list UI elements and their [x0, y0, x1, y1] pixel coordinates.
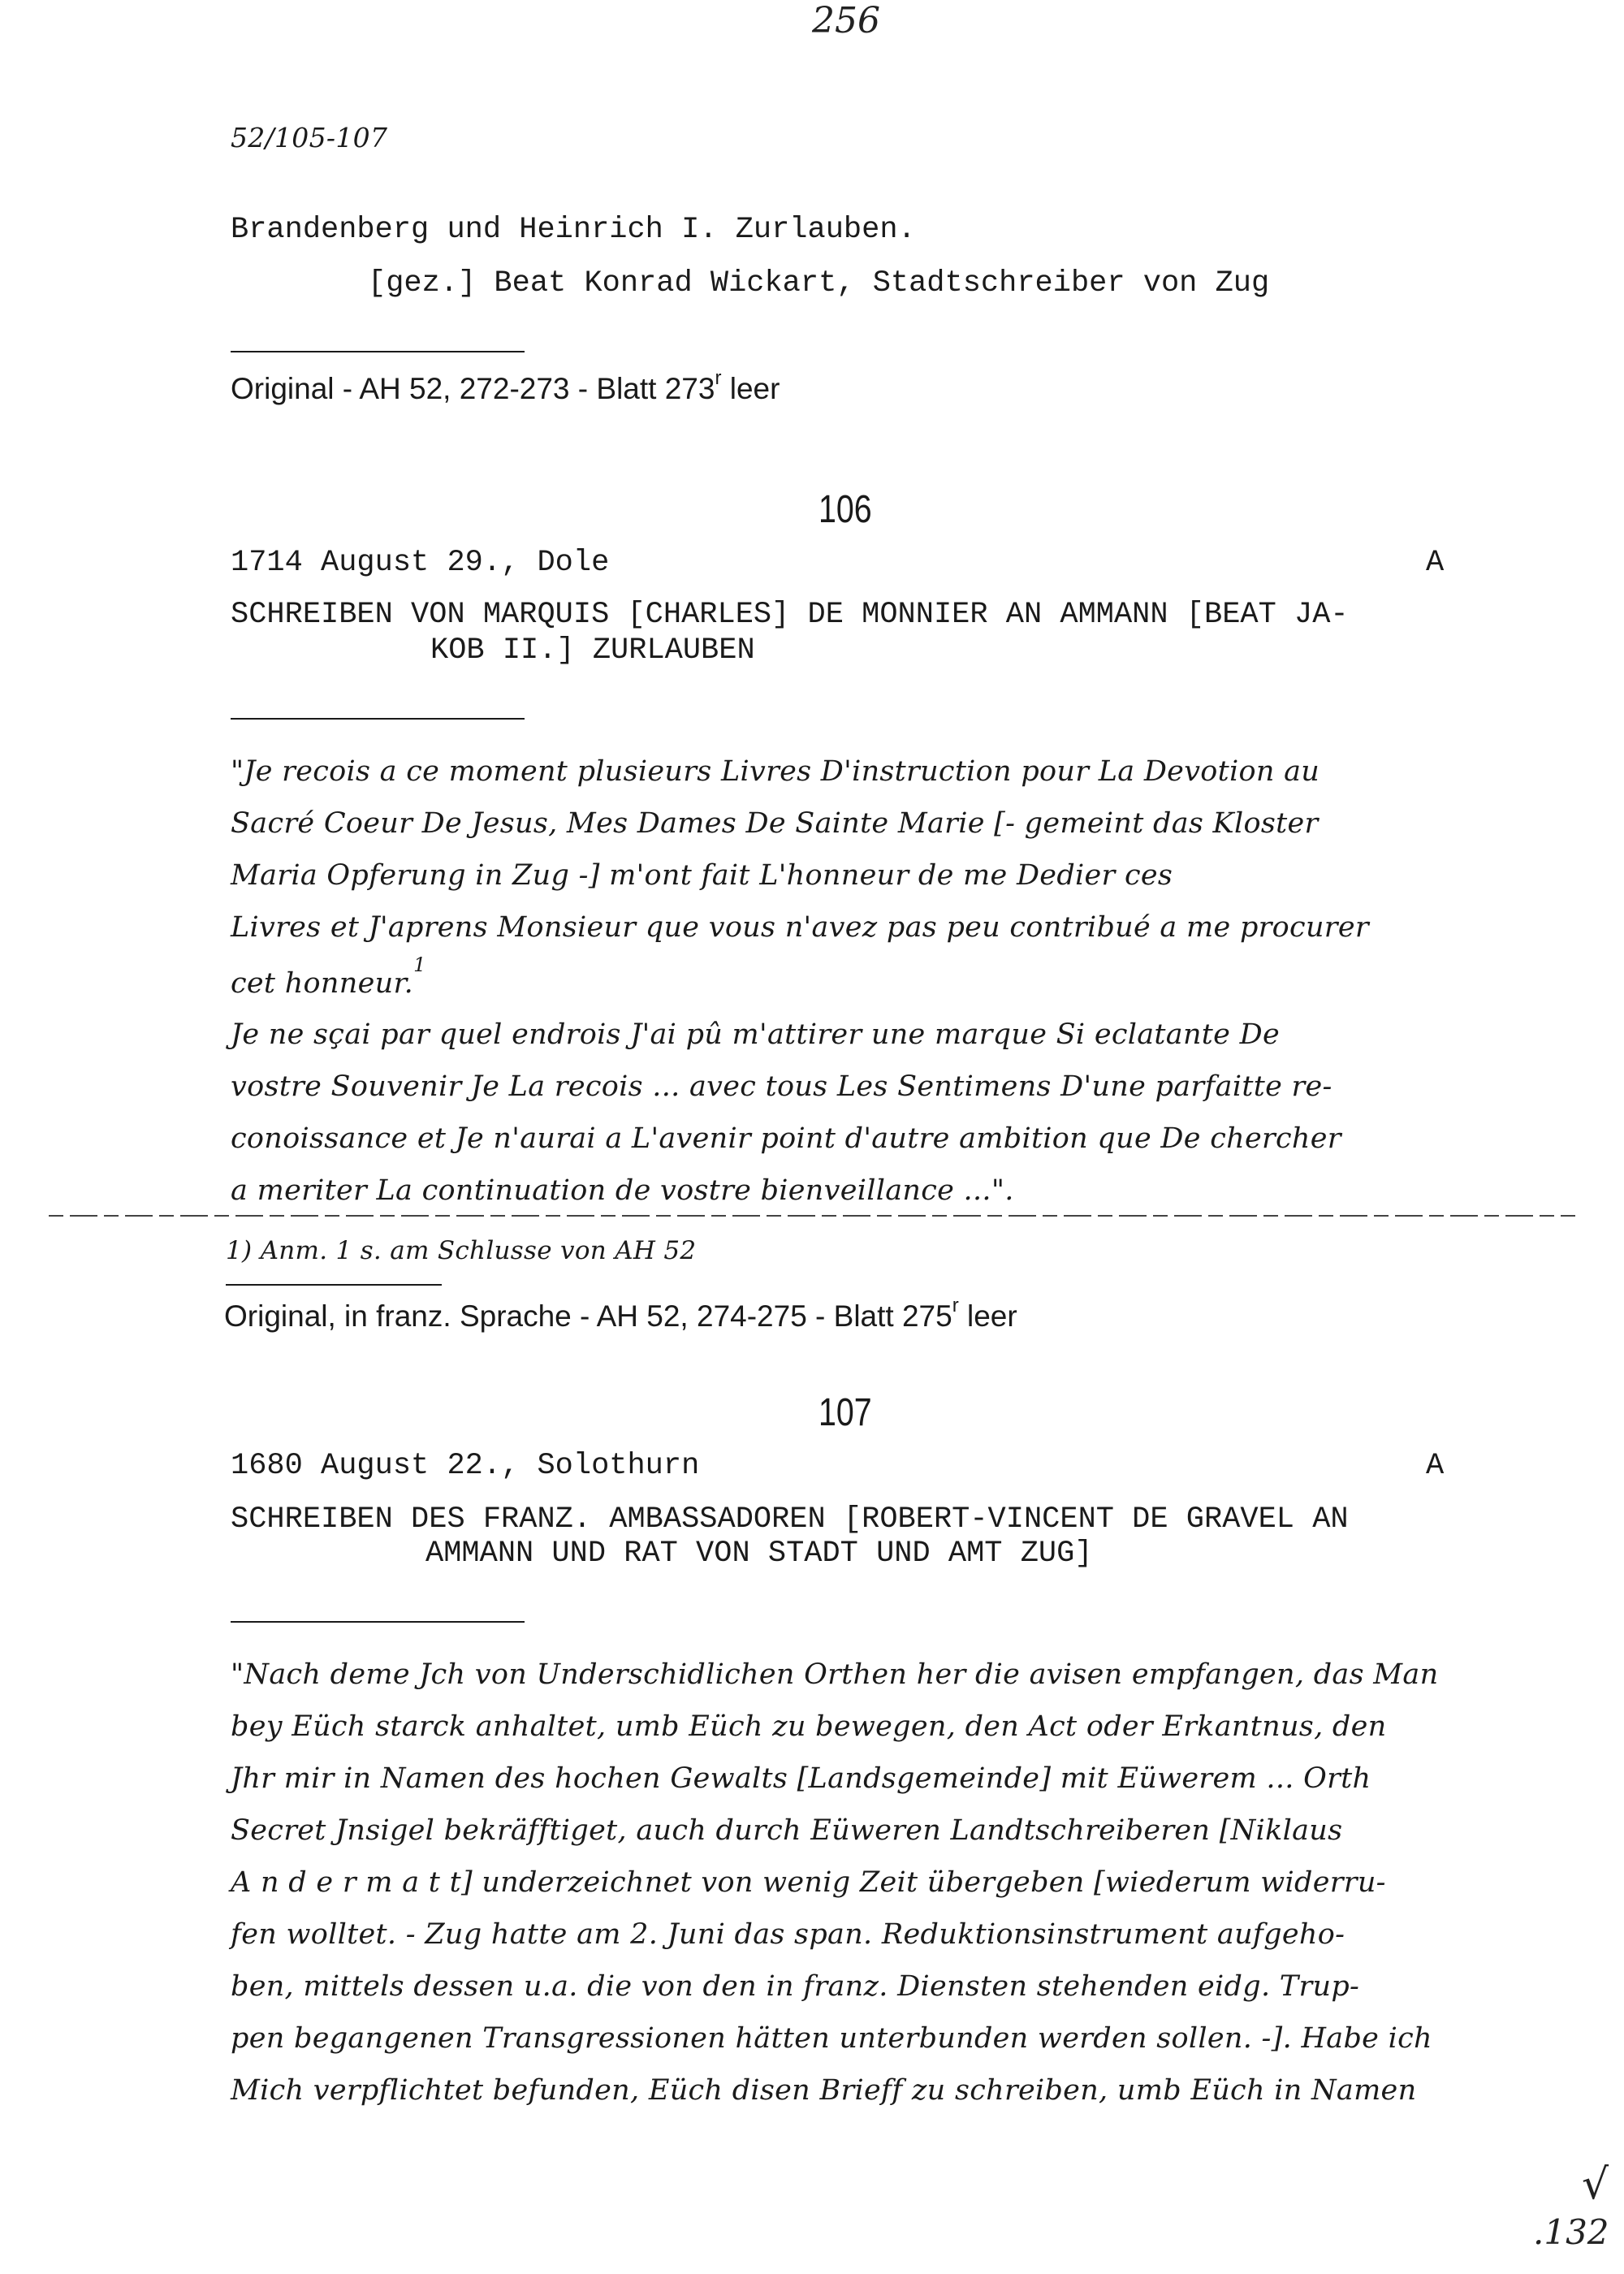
- doc106-quote-line: conoissance et Je n'aurai a L'avenir point d'autre ambition que De chercher: [231, 1122, 1341, 1155]
- footnote-marker: 1: [413, 953, 426, 976]
- doc107-quote-line: Jhr mir in Namen des hochen Gewalts [Landsgemeinde] mit Eüwerem ... Orth: [231, 1762, 1371, 1795]
- document-number-106: 106: [818, 488, 872, 531]
- doc107-quote-line: pen begangenen Transgressionen hätten unterbunden werden sollen. -]. Habe ich: [231, 2022, 1432, 2055]
- previous-doc-source-note: Original - AH 52, 272-273 - Blatt 273$^r$ leer: [231, 367, 780, 405]
- handwritten-page-number: 256: [812, 0, 880, 41]
- doc106-date-place: 1714 August 29., Dole: [231, 546, 610, 580]
- handwritten-checkmark: √: [1582, 2160, 1609, 2209]
- divider-rule: [231, 1621, 525, 1623]
- doc107-date-place: 1680 August 22., Solothurn: [231, 1449, 700, 1483]
- doc107-quote-line: fen wolltet. - Zug hatte am 2. Juni das span. Reduktionsinstrument aufgeho-: [231, 1918, 1345, 1951]
- doc107-tag: A: [1426, 1449, 1445, 1483]
- doc107-quote-line: "Nach deme Jch von Underschidlichen Orthen her die avisen empfangen, das Man: [231, 1658, 1439, 1691]
- divider-rule: [226, 1284, 442, 1286]
- handwritten-corner-number: .132: [1533, 2212, 1609, 2252]
- doc107-title-line-2: AMMANN UND RAT VON STADT UND AMT ZUG]: [425, 1537, 1093, 1571]
- footnote-separator: [49, 1215, 1575, 1217]
- doc106-quote-line: Livres et J'aprens Monsieur que vous n'avez pas peu contribué a me procurer: [231, 911, 1369, 944]
- divider-rule: [231, 718, 525, 720]
- divider-rule: [231, 351, 525, 352]
- doc106-quote-line: cet honneur.$^1$: [231, 953, 426, 1000]
- doc106-quote-line: Maria Opferung in Zug -] m'ont fait L'honneur de me Dedier ces: [231, 859, 1173, 892]
- doc107-quote-line: Mich verpflichtet befunden, Eüch disen Brieff zu schreiben, umb Eüch in Namen: [231, 2074, 1417, 2107]
- doc106-footnote: 1) Anm. 1 s. am Schlusse von AH 52: [226, 1236, 697, 1265]
- doc106-title-line-1: SCHREIBEN VON MARQUIS [CHARLES] DE MONNIER AN AMMANN [BEAT JA-: [231, 598, 1349, 632]
- previous-doc-signature: [gez.] Beat Konrad Wickart, Stadtschreiber von Zug: [368, 266, 1270, 300]
- archive-reference: 52/105-107: [231, 122, 388, 153]
- document-number-107: 107: [818, 1391, 872, 1434]
- doc106-title-line-2: KOB II.] ZURLAUBEN: [430, 633, 755, 668]
- doc107-title-line-1: SCHREIBEN DES FRANZ. AMBASSADOREN [ROBERT-VINCENT DE GRAVEL AN: [231, 1502, 1349, 1537]
- doc106-quote-line: vostre Souvenir Je La recois ... avec tous Les Sentimens D'une parfaitte re-: [231, 1070, 1332, 1103]
- doc107-quote-line: ben, mittels dessen u.a. die von den in franz. Diensten stehenden eidg. Trup-: [231, 1970, 1360, 2003]
- doc107-quote-line: bey Eüch starck anhaltet, umb Eüch zu bewegen, den Act oder Erkantnus, den: [231, 1710, 1387, 1743]
- previous-doc-closing-line: Brandenberg und Heinrich I. Zurlauben.: [231, 213, 916, 247]
- doc106-quote-line: Je ne sçai par quel endrois J'ai pû m'attirer une marque Si eclatante De: [231, 1018, 1280, 1051]
- doc106-quote-line: "Je recois a ce moment plusieurs Livres D'instruction pour La Devotion au: [231, 755, 1320, 788]
- doc106-source-note: Original, in franz. Sprache - AH 52, 274-275 - Blatt 275$^r$ leer: [224, 1295, 1017, 1333]
- doc106-quote-line: Sacré Coeur De Jesus, Mes Dames De Sainte Marie [- gemeint das Kloster: [231, 807, 1319, 840]
- doc107-quote-line: Secret Jnsigel bekräfftiget, auch durch Eüweren Landtschreiberen [Niklaus: [231, 1814, 1343, 1847]
- doc107-quote-line: A n d e r m a t t] underzeichnet von wenig Zeit übergeben [wiederum widerru-: [231, 1866, 1386, 1899]
- doc106-quote-line: a meriter La continuation de vostre bienveillance ...".: [231, 1174, 1014, 1207]
- doc106-tag: A: [1426, 546, 1445, 580]
